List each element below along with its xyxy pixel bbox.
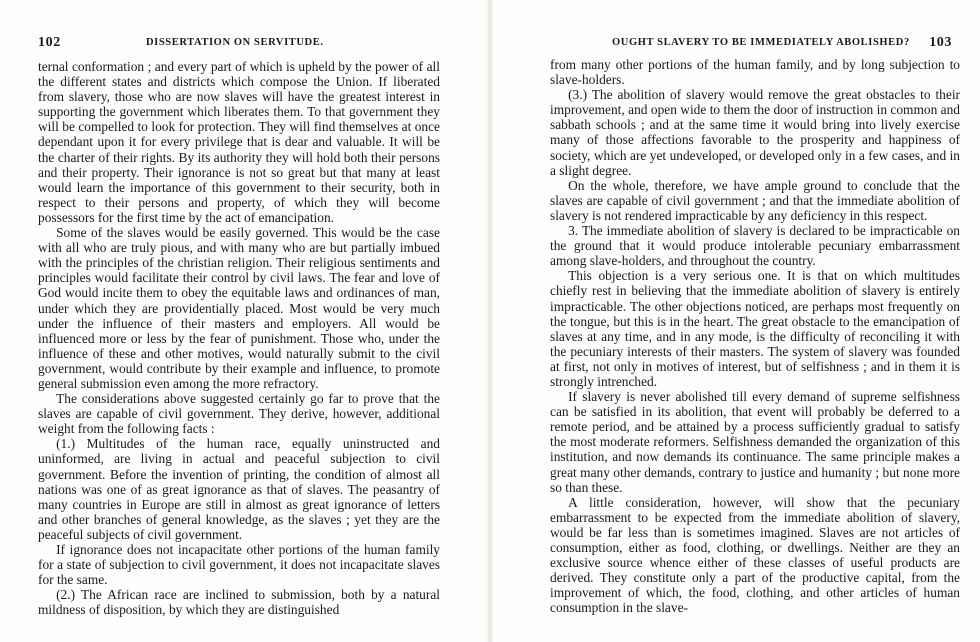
paragraph: A little consideration, however, will show that the pecuniary embarrassment to be expected from the immediate abolition of slavery, would be far less than is sometimes imagined. Slaves are not articles of consumption, either as food, clothing, or dwellings. Neither are they an exclusive source whence either of these classes of useful products are derived. They constitute only a part of the productive capital, from the improvement of which, the food, clothing, and other articles of human consumption in the slave- bbox=[550, 494, 960, 616]
paragraph: ternal conformation ; and every part of which is upheld by the power of all the different states and districts which compose the Union. If liberated from slavery, those who are now slaves will have the greatest interest in supporting the government which liberates them. To that government they will be compelled to look for protection. They will find themselves at once dependant upon it for every privilege that is dear and valuable. It will be the charter of their rights. By its authority they will hold both their persons and their property. Their ignorance is not so great but that many at least would learn the importance of this government to their security, both in respect to their persons and property, of which they will become possessors for the first time by the act of emancipation. bbox=[38, 59, 440, 225]
right-page-body bbox=[550, 57, 960, 615]
paragraph: If ignorance does not incapacitate other portions of the human family for a state of subjection to civil government, it does not incapacitate slaves for the same. bbox=[38, 542, 440, 588]
paragraph: The considerations above suggested certainly go far to prove that the slaves are capable of civil government. They derive, however, additional weight from the following facts : bbox=[38, 391, 440, 437]
paragraph: (2.) The African race are inclined to submission, both by a natural mildness of disposition, by which they are distinguished bbox=[38, 587, 440, 618]
paragraph: On the whole, therefore, we have ample ground to conclude that the slaves are capable of civil government ; and that the immediate abolition of slavery is not rendered impracticable by any deficiency in this respect. bbox=[550, 177, 960, 223]
right-page bbox=[490, 0, 980, 642]
page-number: 102 bbox=[38, 35, 61, 50]
page-number: 103 bbox=[929, 35, 952, 50]
left-page-header bbox=[38, 34, 440, 52]
paragraph: This objection is a very serious one. It is that on which multitudes chiefly rest in believing that the immediate abolition of slavery is entirely impracticable. The other objections noticed, are perhaps most frequently on the tongue, but this is in the heart. The great obstacle to the emancipation of slaves at any time, and in any mode, is the difficulty of reconciling it with the pecuniary interests of their masters. The system of slavery was founded at first, not only in motives of interest, but of selfishness ; and in them it is strongly intrenched. bbox=[550, 268, 960, 389]
running-head: DISSERTATION ON SERVITUDE. bbox=[146, 37, 324, 48]
paragraph: (3.) The abolition of slavery would remove the great obstacles to their improvement, and open wide to them the door of instruction in common and sabbath schools ; and at the same time it would bring into lively exercise many of those affections favorable to the prosperity and happiness of society, which are yet undeveloped, or developed only in a few cases, and in a slight degree. bbox=[550, 87, 960, 178]
right-page-header bbox=[612, 34, 952, 52]
left-page-body bbox=[38, 59, 440, 617]
paragraph: (1.) Multitudes of the human race, equally uninstructed and uninformed, are living in actual and peaceful subjection to civil government. Before the invention of printing, the condition of almost all nations was one of as great ignorance as that of slaves. The peasantry of many countries in Europe are still in almost as great ignorance of letters and other branches of general knowledge, as the slaves ; yet they are the peaceful subjects of civil government. bbox=[38, 436, 440, 542]
paragraph: Some of the slaves would be easily governed. This would be the case with all who are truly pious, and with many who are but partially imbued with the principles of the christian religion. Their religious sentiments and principles would facilitate their control by civil laws. The fear and love of God would incite them to obey the equitable laws and ordinances of man, under which they are providentially placed. Most would be very much under the influence of their masters and employers. All would be influenced more or less by the fear of punishment. Those who, under the influence of these and other motives, would naturally submit to the civil government, would contribute by their example and influence, to promote general submission even among the more refractory. bbox=[38, 225, 440, 391]
running-head: OUGHT SLAVERY TO BE IMMEDIATELY ABOLISHED? bbox=[612, 37, 910, 48]
paragraph: 3. The immediate abolition of slavery is declared to be impracticable on the ground that it would produce intolerable pecuniary embarrassment among slave-holders, and throughout the country. bbox=[550, 223, 960, 269]
paragraph: If slavery is never abolished till every demand of supreme selfishness can be satisfied in its abolition, that event will probably be deferred to a remote period, and be attained by a process sufficiently gradual to satisfy the most moderate reformers. Selfishness demanded the organization of this institution, and now demands its continuance. The same principle makes a great many other demands, contrary to justice and humanity ; but none more so than these. bbox=[550, 389, 960, 495]
paragraph: from many other portions of the human family, and by long subjection to slave-holders. bbox=[550, 57, 960, 88]
